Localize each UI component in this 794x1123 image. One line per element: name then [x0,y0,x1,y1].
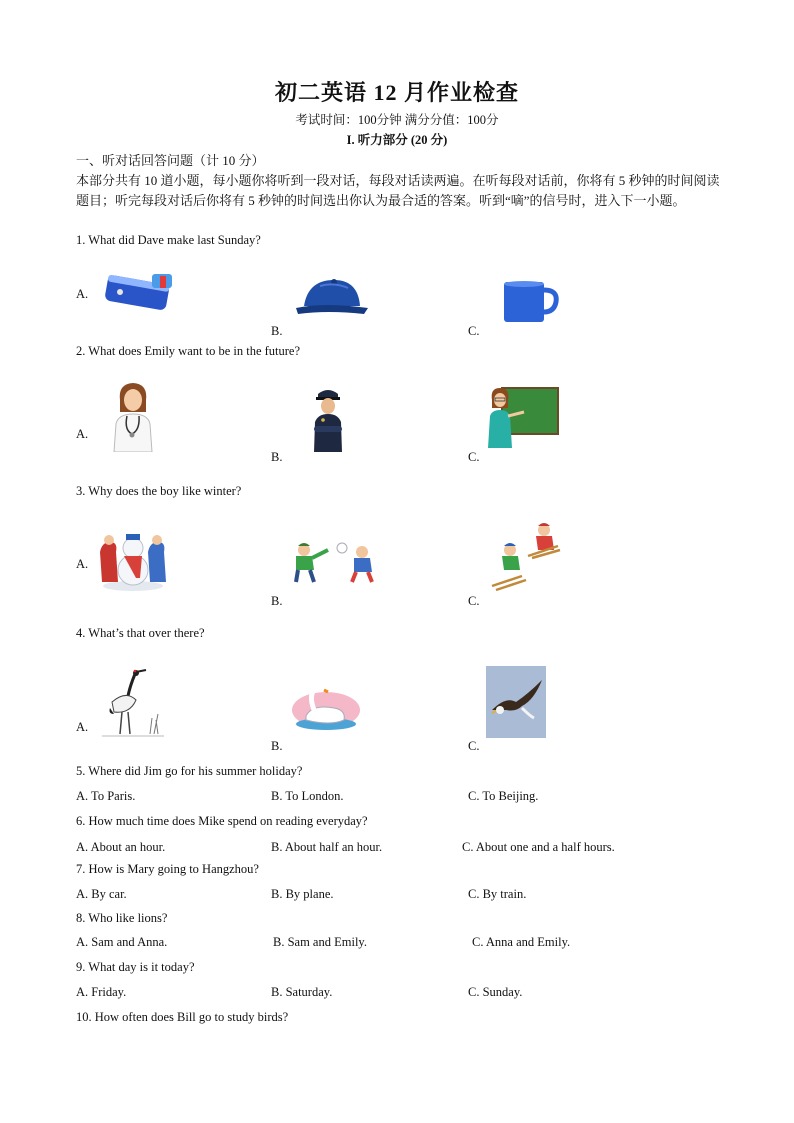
doctor-icon [110,380,156,452]
question-9: 9. What day is it today? [76,960,195,974]
q5-option-b: B. To London. [271,789,344,803]
eagle-icon [486,666,546,738]
q4-option-a: A. [76,720,89,734]
q2-option-b: B. [271,450,283,464]
q2-option-a: A. [76,427,89,441]
q4-option-c: C. [468,739,480,753]
q6-option-b: B. About half an hour. [271,840,383,854]
part-heading: I. 听力部分 (20 分) [346,133,448,147]
q8-option-b: B. Sam and Emily. [273,935,367,949]
q9-option-b: B. Saturday. [271,985,333,999]
q4-option-b: B. [271,739,283,753]
question-3: 3. Why does the boy like winter? [76,484,242,498]
section-heading: 一、听对话回答问题（计 10 分） [76,153,265,168]
q6-option-c: C. About one and a half hours. [462,840,615,854]
q9-option-c: C. Sunday. [468,985,523,999]
q1-option-c: C. [468,324,480,338]
q3-option-c: C. [468,594,480,608]
q6-option-a: A. About an hour. [76,840,166,854]
q9-option-a: A. Friday. [76,985,127,999]
q7-option-c: C. By train. [468,887,527,901]
q1-option-b: B. [271,324,283,338]
snowman-icon [96,520,170,592]
question-2: 2. What does Emily want to be in the future? [76,344,301,358]
question-8: 8. Who like lions? [76,911,168,925]
question-10: 10. How often does Bill go to study birds? [76,1010,289,1024]
question-1: 1. What did Dave make last Sunday? [76,233,261,247]
skiing-icon [488,520,562,592]
q3-option-a: A. [76,557,89,571]
q8-option-a: A. Sam and Anna. [76,935,168,949]
q8-option-c: C. Anna and Emily. [472,935,571,949]
q7-option-b: B. By plane. [271,887,334,901]
q5-option-c: C. To Beijing. [468,789,539,803]
q1-option-a: A. [76,287,89,301]
exam-meta: 考试时间：100分钟 满分分值：100分 [295,113,499,127]
q3-option-b: B. [271,594,283,608]
police-officer-icon [310,386,346,452]
crane-icon [100,668,166,738]
section-intro: 本部分共有 10 道小题，每小题你将听到一段对话，每段对话读两遍。在听每段对话前，你将有 5 秒钟的时间阅读题目；听完每段对话后你将有 5 秒钟的时间选出你认为最合适的答案。听到“嘀”的信号时，进入下一小题。 [76,173,720,208]
question-6: 6. How much time does Mike spend on reading everyday? [76,814,368,828]
q2-option-c: C. [468,450,480,464]
page-title: 初二英语 12 月作业检查 [274,80,519,105]
snowball-fight-icon [292,538,376,584]
cap-icon [294,276,370,320]
q5-option-a: A. To Paris. [76,789,136,803]
pencil-case-icon [100,272,178,316]
question-4: 4. What’s that over there? [76,626,205,640]
mug-icon [500,280,560,324]
swan-icon [290,680,362,732]
question-7: 7. How is Mary going to Hangzhou? [76,862,259,876]
q7-option-a: A. By car. [76,887,127,901]
teacher-icon [488,386,560,450]
question-5: 5. Where did Jim go for his summer holiday? [76,764,303,778]
